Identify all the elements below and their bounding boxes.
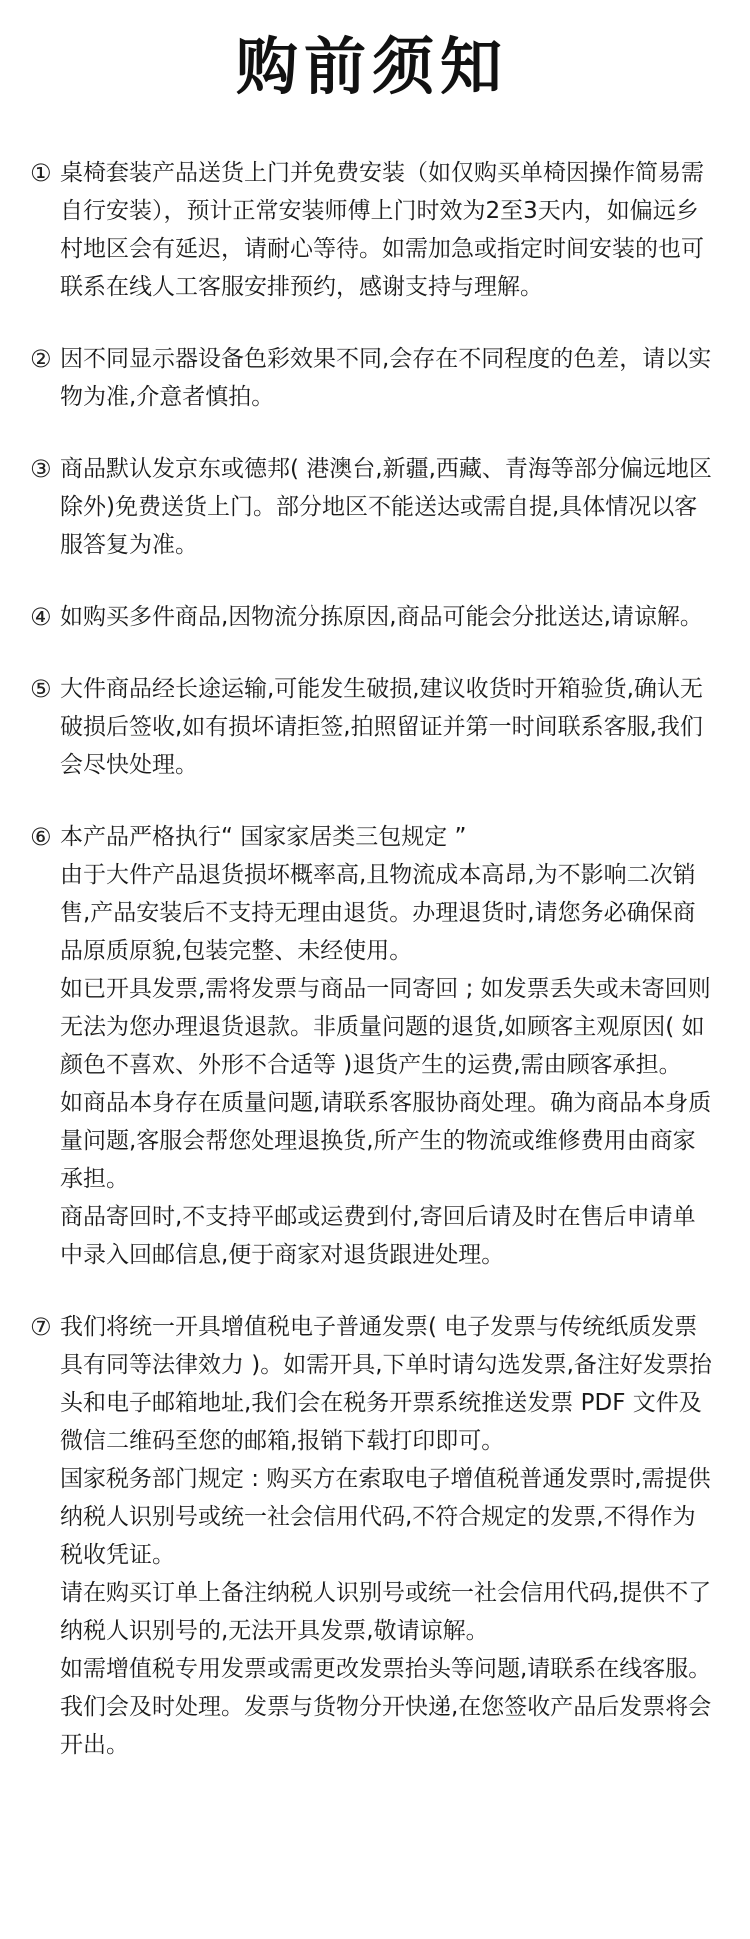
notice-number: ① [30,159,52,187]
notice-heading: 本产品严格执行“ 国家家居类三包规定 ” [60,824,467,850]
notice-paragraph: 请在购买订单上备注纳税人识别号或统一社会信用代码,提供不了纳税人识别号的,无法开具发票,敬请谅解。 [60,1580,712,1644]
notice-number: ④ [30,603,52,631]
notice-sub-paragraphs [60,856,714,1274]
notice-paragraph: 如需增值税专用发票或需更改发票抬头等问题,请联系在线客服。我们会及时处理。发票与货物分开快递,在您签收产品后发票将会开出。 [60,1656,712,1758]
notice-text: 商品默认发京东或德邦( 港澳台,新疆,西藏、青海等部分偏远地区除外)免费送货上门。部分地区不能送达或需自提,具体情况以客服答复为准。 [60,456,712,558]
notice-item-2 [30,340,714,416]
notice-item-4 [30,598,714,636]
notice-paragraph: 商品寄回时,不支持平邮或运费到付,寄回后请及时在售后申请单中录入回邮信息,便于商家对退货跟进处理。 [60,1204,696,1268]
notice-body [60,818,714,1274]
notice-text: 因不同显示器设备色彩效果不同,会存在不同程度的色差，请以实物为准,介意者慎拍。 [60,346,712,410]
notice-number: ③ [30,455,52,483]
notice-body [60,670,714,784]
notice-item-1 [30,154,714,306]
notice-text: 大件商品经长途运输,可能发生破损,建议收货时开箱验货,确认无破损后签收,如有损坏请拒签,拍照留证并第一时间联系客服,我们会尽快处理。 [60,676,703,778]
notice-item-3 [30,450,714,564]
notice-paragraph: 由于大件产品退货损坏概率高,且物流成本高昂,为不影响二次销售,产品安装后不支持无理由退货。办理退货时,请您务必确保商品原质原貌,包装完整、未经使用。 [60,862,696,964]
notice-number: ⑤ [30,675,52,703]
page-title: 购前须知 [235,30,508,103]
notice-body [60,340,714,416]
notice-paragraph: 如已开具发票,需将发票与商品一同寄回 ; 如发票丢失或未寄回则无法为您办理退货退款。非质量问题的退货,如顾客主观原因( 如颜色不喜欢、外形不合适等 )退货产生的运费,需由顾客承担。 [60,976,711,1078]
notice-text: 如购买多件商品,因物流分拣原因,商品可能会分批送达,请谅解。 [60,604,703,630]
notice-number: ⑥ [30,823,52,851]
notice-item-6 [30,818,714,1274]
notice-body [60,154,714,306]
notice-body [60,450,714,564]
notice-number: ⑦ [30,1313,52,1341]
notice-heading: 我们将统一开具增值税电子普通发票( 电子发票与传统纸质发票具有同等法律效力 )。如需开具,下单时请勾选发票,备注好发票抬头和电子邮箱地址,我们会在税务开票系统推送发票 PDF 文件及微信二维码至您的邮箱,报销下载打印即可。 [60,1314,712,1454]
notice-text: 桌椅套装产品送货上门并免费安装（如仅购买单椅因操作简易需自行安装），预计正常安装师傅上门时效为2至3天内，如偏远乡村地区会有延迟，请耐心等待。如需加急或指定时间安装的也可联系在线人工客服安排预约，感谢支持与理解。 [60,160,704,300]
notice-paragraph: 国家税务部门规定 : 购买方在索取电子增值税普通发票时,需提供纳税人识别号或统一社会信用代码,不符合规定的发票,不得作为税收凭证。 [60,1466,711,1568]
notice-item-7 [30,1308,714,1764]
notice-item-5 [30,670,714,784]
notice-body [60,598,714,636]
notice-list [30,154,714,1764]
notice-sub-paragraphs [60,1460,714,1764]
notice-number: ② [30,345,52,373]
notice-body [60,1308,714,1764]
notice-paragraph: 如商品本身存在质量问题,请联系客服协商处理。确为商品本身质量问题,客服会帮您处理退换货,所产生的物流或维修费用由商家承担。 [60,1090,712,1192]
